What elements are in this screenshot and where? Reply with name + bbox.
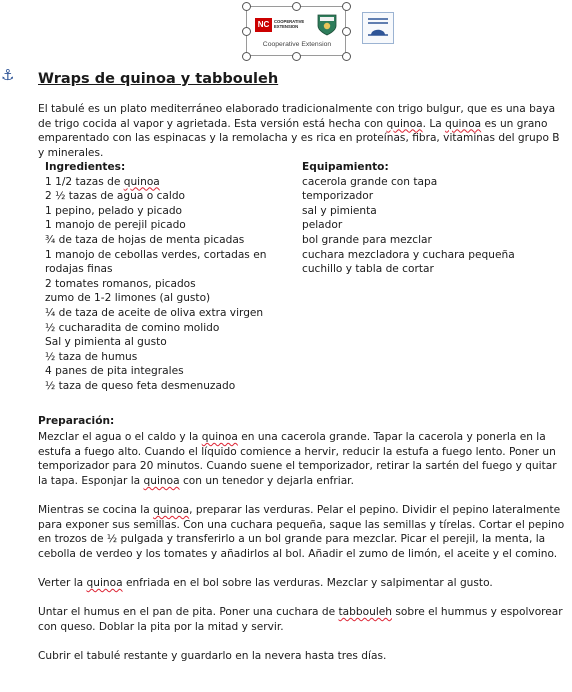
spellcheck-flagged-word: quinoa — [123, 175, 160, 188]
list-item — [302, 189, 515, 204]
layout-options-icon[interactable] — [362, 12, 394, 44]
list-item — [45, 248, 266, 263]
text-run: 1 manojo de cebollas verdes, cortadas en — [45, 248, 267, 261]
text-run: cuchillo y tabla de cortar — [302, 263, 434, 276]
spellcheck-flagged-word: quinoa — [86, 577, 123, 589]
recipe-title — [38, 71, 278, 87]
resize-handle-left[interactable] — [242, 27, 251, 36]
text-run: 4 panes de pita integrales — [45, 365, 184, 378]
text-run: ¾ de taza de hojas de menta picadas — [45, 233, 245, 246]
list-item — [45, 218, 266, 233]
list-item — [302, 233, 515, 248]
text-run: temporizador — [302, 190, 374, 203]
text-run: Cubrir el tabulé restante y guardarlo en la nevera hasta tres días. — [38, 650, 387, 662]
ingredients-items — [45, 175, 266, 394]
equipment-heading: Equipamiento: — [302, 161, 389, 173]
resize-handle-bottom-right[interactable] — [342, 52, 351, 61]
list-item — [45, 233, 266, 248]
resize-handle-bottom[interactable] — [292, 52, 301, 61]
text-run: es un grano emparentado con las espinacas y la remolacha y es rica en proteínas, fibra, vitaminas del grupo B y minerales. — [38, 117, 560, 159]
text-run: 1 manojo de perejil picado — [45, 219, 186, 232]
spellcheck-flagged-word: tabbouleh — [338, 606, 392, 618]
spellcheck-flagged-word: quinoa — [143, 474, 180, 487]
equipment-list — [302, 160, 515, 277]
resize-handle-right[interactable] — [342, 27, 351, 36]
text-run: enfriada en el bol sobre las verduras. Mezclar y salpimentar al gusto. — [122, 577, 493, 589]
resize-handle-top-right[interactable] — [342, 2, 351, 11]
extension-logo-picture[interactable] — [246, 6, 348, 58]
text-run: Untar el humus en el pan de pita. Poner una cuchara de — [38, 606, 339, 618]
text-run: 1 1/2 tazas de — [45, 175, 124, 188]
list-item — [302, 175, 515, 190]
ingredients-list — [45, 160, 266, 394]
text-run: sobre el hummus y espolvorear con queso. Doblar la pita por la mitad y servir. — [38, 606, 563, 633]
text-run: con un tenedor y dejarla enfriar. — [179, 474, 354, 487]
preparation-step — [38, 649, 568, 664]
spellcheck-flagged-word: quinoa — [153, 504, 190, 516]
text-run: cacerola grande con tapa — [302, 175, 438, 188]
nc-cooperative-extension-badge — [255, 18, 305, 32]
resize-handle-bottom-left[interactable] — [242, 52, 251, 61]
list-item — [302, 248, 515, 263]
layout-options-glyph — [363, 13, 393, 43]
preparation-step — [38, 503, 568, 561]
text-run: 1 pepino, pelado y picado — [45, 204, 183, 217]
preparation-step — [38, 430, 568, 488]
text-run: Mientras se cocina la — [38, 504, 154, 516]
text-run: 2 ½ tazas de agua o caldo — [45, 190, 186, 203]
list-item — [45, 364, 266, 379]
list-item — [45, 175, 266, 190]
text-run: ½ taza de queso feta desmenuzado — [45, 379, 236, 392]
text-run: sal y pimienta — [302, 204, 377, 217]
text-run: pelador — [302, 219, 343, 232]
logo-frame — [246, 6, 346, 56]
text-run: . La — [422, 117, 446, 130]
list-item — [45, 189, 266, 204]
text-run: , preparar las verduras. Pelar el pepino. Dividir el pepino lateralmente para exponer sus semillas. Con una cuchara pequeña, saque las semillas y tírelas. Cortar el pepino en trozos de ½ pulgada y transferirlo a un bol grande para mezclar. Picar el perejil, la menta, la cebolla de verdeo y los tomates y añadirlos al bol. Añadir el zumo de limón, el aceite y el comino. — [38, 504, 565, 560]
list-item — [302, 204, 515, 219]
nc-badge-mark: NC — [255, 18, 272, 32]
anchor-icon[interactable]: ⚓ — [1, 66, 15, 84]
nc-badge-text-line1: COOPERATIVE — [274, 19, 305, 24]
resize-handle-top[interactable] — [292, 2, 301, 11]
text-run: 2 tomates romanos, picados — [45, 277, 196, 290]
text-run: Mezclar el agua o el caldo y la — [38, 431, 202, 443]
text-run: Sal y pimienta al gusto — [45, 336, 167, 349]
text-run: zumo de 1-2 limones (al gusto) — [45, 292, 211, 305]
intro-paragraph — [38, 102, 568, 160]
list-item — [45, 306, 266, 321]
resize-handle-top-left[interactable] — [242, 2, 251, 11]
equipment-items — [302, 175, 515, 277]
nc-badge-text — [274, 19, 304, 29]
text-run: ½ cucharadita de comino molido — [45, 321, 220, 334]
list-item — [302, 218, 515, 233]
preparation-heading: Preparación: — [38, 415, 115, 427]
list-item — [45, 350, 266, 365]
preparation-step — [38, 576, 568, 591]
spellcheck-flagged-word: quinoa — [201, 431, 238, 443]
text-run: ½ taza de humus — [45, 350, 138, 363]
list-item — [45, 262, 266, 277]
text-run: Verter la — [38, 577, 87, 589]
ingredients-heading: Ingredientes: — [45, 161, 126, 173]
text-run: cuchara mezcladora y cuchara pequeña — [302, 248, 515, 261]
shield-logo-icon — [317, 14, 337, 36]
preparation-step — [38, 605, 568, 634]
list-item — [45, 204, 266, 219]
list-item — [45, 277, 266, 292]
spellcheck-flagged-word: quinoa — [445, 117, 482, 130]
spellcheck-flagged-word: quinoa — [386, 117, 423, 130]
text-run: rodajas finas — [45, 263, 113, 276]
list-item — [302, 262, 515, 277]
list-item — [45, 379, 266, 394]
logo-caption: Cooperative Extension — [262, 41, 332, 48]
nc-badge-text-line2: EXTENSION — [274, 24, 299, 29]
recipe-title-text: Wraps de quinoa y tabbouleh — [38, 71, 279, 87]
list-item — [45, 321, 266, 336]
text-run: en una cacerola grande. Tapar la cacerola y ponerla en la estufa a fuego alto. Cuando el líquido comience a hervir, reducir la estufa a fuego lento. Poner un temporizador para 20 minutos. Cuando suene el temporizador, retirar la sartén del fuego y quitar la tapa. Esponjar la — [38, 431, 557, 487]
list-item — [45, 291, 266, 306]
text-run: ¼ de taza de aceite de oliva extra virgen — [45, 306, 264, 319]
text-run: El tabulé es un plato mediterráneo elaborado tradicionalmente con trigo bulgur, que es una baya de trigo cocida al vapor y agrietada. Esta versión está hecha con — [38, 103, 556, 130]
text-run: bol grande para mezclar — [302, 233, 432, 246]
list-item — [45, 335, 266, 350]
